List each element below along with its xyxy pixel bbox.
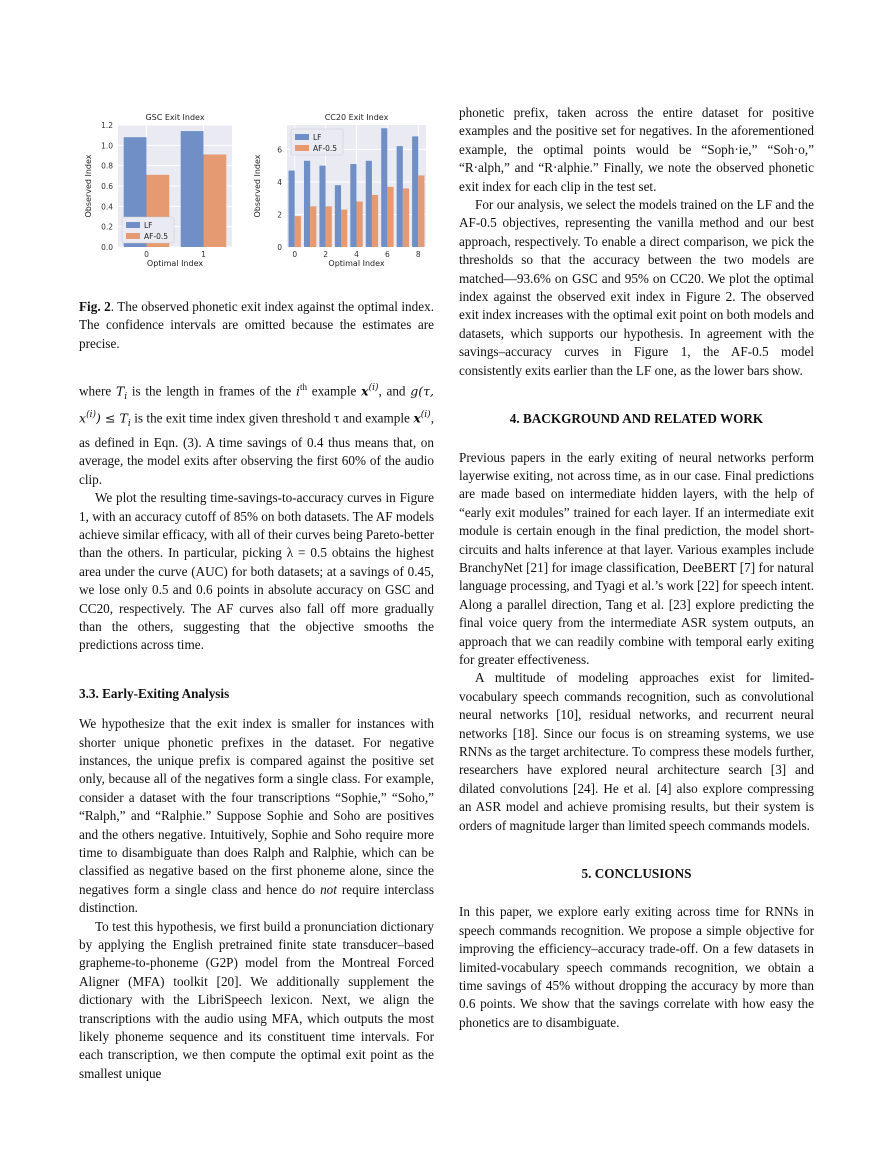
chart2-bar-lf-6 — [381, 128, 387, 247]
chart2-title: CC20 Exit Index — [324, 113, 389, 122]
chart2-bar-lf-1 — [304, 161, 310, 247]
chart1-legend-label-lf: LF — [144, 221, 153, 230]
chart1-ytick-label: 0.0 — [101, 243, 113, 252]
paragraph-time-savings: where $T_i$ is the length in frames of the $i^{th}$ example $x^{(i)}$, and g(τ, $x^{(i)}) \le T_i$ is the exit time index given threshold τ and example $x^{(i)}$, as defined in Eqn. (3). A time savings of 0.4 thus means that, on average, the model exits after observing the first 60% of the audio clip. — [79, 382, 435, 487]
chart2-bar-lf-7 — [397, 146, 403, 247]
caption-text: . The observed phonetic exit index against the optimal index. The confidence intervals are omitted because the estimates are precise. — [79, 299, 434, 351]
chart2-bar-af-0-5-5 — [372, 195, 378, 247]
paragraph-prefix: phonetic prefix, taken across the entire dataset for positive examples and the positive set for negatives. In the aforementioned example, the optimal points would be “Soph·ie,” “Soh·o,” “R·alph,” and “R·alphie.” Finally, we note the observed phonetic exit index for each clip in the test set. — [459, 105, 814, 194]
chart1-title: GSC Exit Index — [145, 113, 205, 122]
chart2-bar-lf-2 — [319, 166, 325, 247]
chart2-legend-label-af-0-5: AF-0.5 — [313, 144, 338, 153]
chart2-xtick-label: 6 — [384, 250, 390, 259]
chart2-legend-swatch-af-0-5 — [295, 145, 309, 151]
paragraph-related-work: Previous papers in the early exiting of neural networks perform layerwise exiting, not across time, as in our case. Final predictions are made based on intermediate hidden layers, with the help of “early exit modules” trained for each layer. If an intermediate exit module is certain enough in the final prediction, the model short-circuits and halts inference at that layer. Various examples include BranchyNet [21] for image classification, DeeBERT [7] for natural language processing, and Tyagi et al.’s work [22] for speech intent. Along a parallel direction, Tang et al. [23] explore predicting the final voice query from the intermediate ASR system outputs, an approach that we can readily combine with temporal early exiting for greater effectiveness. — [459, 449, 814, 667]
chart2-bar-af-0-5-0 — [295, 216, 301, 247]
left-column — [79, 378, 434, 1083]
chart1-ytick-label: 0.6 — [101, 182, 113, 191]
chart2-ytick-label: 6 — [277, 145, 282, 155]
chart1-xtick-label: 0 — [144, 250, 149, 259]
right-column — [459, 104, 814, 1032]
chart2-bar-lf-0 — [289, 171, 295, 247]
subsection-heading: 3.3. Early-Exiting Analysis — [79, 685, 230, 701]
chart1-ytick-label: 0.8 — [101, 161, 113, 171]
chart2-bar-af-0-5-1 — [310, 206, 316, 247]
chart2-xtick-label: 0 — [292, 250, 298, 259]
section-heading-background: 4. BACKGROUND AND RELATED WORK — [509, 411, 764, 427]
figure-2 — [82, 108, 437, 278]
chart2-xlabel: Optimal Index — [328, 259, 385, 268]
caption-label: Fig. 2 — [79, 299, 111, 314]
chart2-bar-lf-8 — [412, 136, 418, 247]
chart2-ytick-label: 2 — [277, 210, 282, 220]
chart2-ytick-label: 0 — [277, 243, 282, 252]
chart1-xlabel: Optimal Index — [146, 259, 204, 268]
chart2-bar-lf-4 — [350, 164, 356, 247]
chart2-legend-label-lf: LF — [313, 133, 322, 142]
paragraph-conclusions: In this paper, we explore early exiting across time for RNNs in speech commands recognition. We propose a simple objective for improving the efficiency–accuracy trade-off. On a few datasets in limited-vocabulary speech commands recognition, we obtain a time savings of 45% without dropping the accuracy by more than 0.6 points. We show that the savings correlate with how easy the phonetics are to disambiguate. — [459, 904, 814, 1030]
section-heading-conclusions: 5. CONCLUSIONS — [581, 866, 692, 882]
chart2-ylabel: Observed Index — [253, 154, 262, 218]
paragraph-analysis: For our analysis, we select the models trained on the LF and the AF-0.5 objectives, representing the vanilla method and our best approach, respectively. To enable a direct comparison, we pick the thresholds so that the accuracy between the two models are matched—93.6% on GSC and 95% on CC20. We plot the optimal index against the observed exit index in Figure 2. The observed exit index increases with the optimal exit point on both models and datasets, which supports our hypothesis. In agreement with the savings–accuracy curves in Figure 1, the AF-0.5 model consistently exits earlier than the LF one, as the lower bars show. — [459, 197, 814, 378]
chart1-ytick-label: 1.2 — [101, 121, 113, 130]
paragraph-hypothesis: We hypothesize that the exit index is smaller for instances with shorter unique phonetic prefixes in the dataset. For negative instances, the unique prefix is compared against the positive set only, because all of the negatives form a single class. For example, consider a dataset with the four transcriptions “Sophie,” “Soho,” “Ralph,” and “Ralphie.” Suppose Sophie and Soho are positives and the others negative. Intuitively, Sophie and Soho require more time to disambiguate than does Ralph and Ralphie, which can be classified as negative based on the first phoneme alone, since the negatives form a single class and hence do not require interclass distinction. — [79, 716, 434, 916]
chart2-bar-af-0-5-8 — [418, 175, 424, 247]
chart1-ytick-label: 1.0 — [101, 141, 113, 151]
chart2-bar-lf-5 — [366, 161, 372, 247]
chart2-xtick-label: 2 — [323, 250, 329, 259]
chart1-ytick-label: 0.4 — [101, 202, 113, 212]
chart1-ylabel: Observed Index — [84, 154, 93, 218]
chart1-bar-lf-1 — [181, 131, 204, 247]
chart1-legend-label-af-0-5: AF-0.5 — [144, 232, 169, 241]
chart1-ytick-label: 0.2 — [101, 222, 113, 232]
figure-2-charts — [82, 108, 437, 278]
chart2-bar-af-0-5-2 — [326, 206, 332, 247]
chart2-xtick-label: 8 — [415, 250, 421, 259]
chart2-bar-af-0-5-4 — [357, 201, 363, 247]
chart2-bar-af-0-5-7 — [403, 188, 409, 247]
chart1-bar-af-0-5-1 — [204, 154, 227, 247]
figure-caption — [79, 298, 434, 353]
chart2-bar-af-0-5-3 — [341, 210, 347, 247]
chart2-legend-swatch-lf — [295, 134, 309, 140]
paragraph-curves: We plot the resulting time-savings-to-accuracy curves in Figure 1, with an accuracy cutoff of 85% on both datasets. The AF models achieve similar efficacy, with all of their curves being Pareto-better than the others. In particular, picking λ = 0.5 obtains the highest area under the curve (AUC) for both datasets; at a savings of 0.45, we lose only 0.5 and 0.6 points in absolute accuracy on GSC and CC20, respectively. The AF curves also fall off more gradually than the others, suggesting that the objective smooths the predictions across time. — [79, 490, 434, 653]
chart1-legend-swatch-lf — [126, 222, 140, 228]
chart2-bar-lf-3 — [335, 185, 341, 247]
chart1-xtick-label: 1 — [201, 250, 206, 259]
paragraph-g2p: To test this hypothesis, we first build a pronunciation dictionary by applying the English pretrained finite state transducer–based grapheme-to-phoneme (G2P) model from the Montreal Forced Aligner (MFA) toolkit [20]. We additionally supplement the dictionary with the LibriSpeech lexicon. Next, we align the transcriptions with the audio using MFA, which outputs the most likely phoneme sequence and its constituent time intervals. For each transcription, we then compute the optimal exit point as the smallest unique — [79, 918, 434, 1081]
chart2-xtick-label: 4 — [354, 250, 359, 259]
chart1-legend-swatch-af-0-5 — [126, 233, 140, 239]
paragraph-modeling: A multitude of modeling approaches exist for limited-vocabulary speech commands recognition, such as convolutional neural networks [10], residual networks, and recurrent neural networks [18]. Since our focus is on streaming systems, we use RNNs as the target architecture. To compress these models further, researchers have explored neural architecture search [3] and dilated convolutions [24]. He et al. [4] also explore compressing an ASR model and achieve promising results, but their system is orders of magnitude larger than limited speech commands models. — [459, 670, 814, 833]
chart2-bar-af-0-5-6 — [387, 187, 393, 247]
chart2-ytick-label: 4 — [277, 177, 282, 187]
